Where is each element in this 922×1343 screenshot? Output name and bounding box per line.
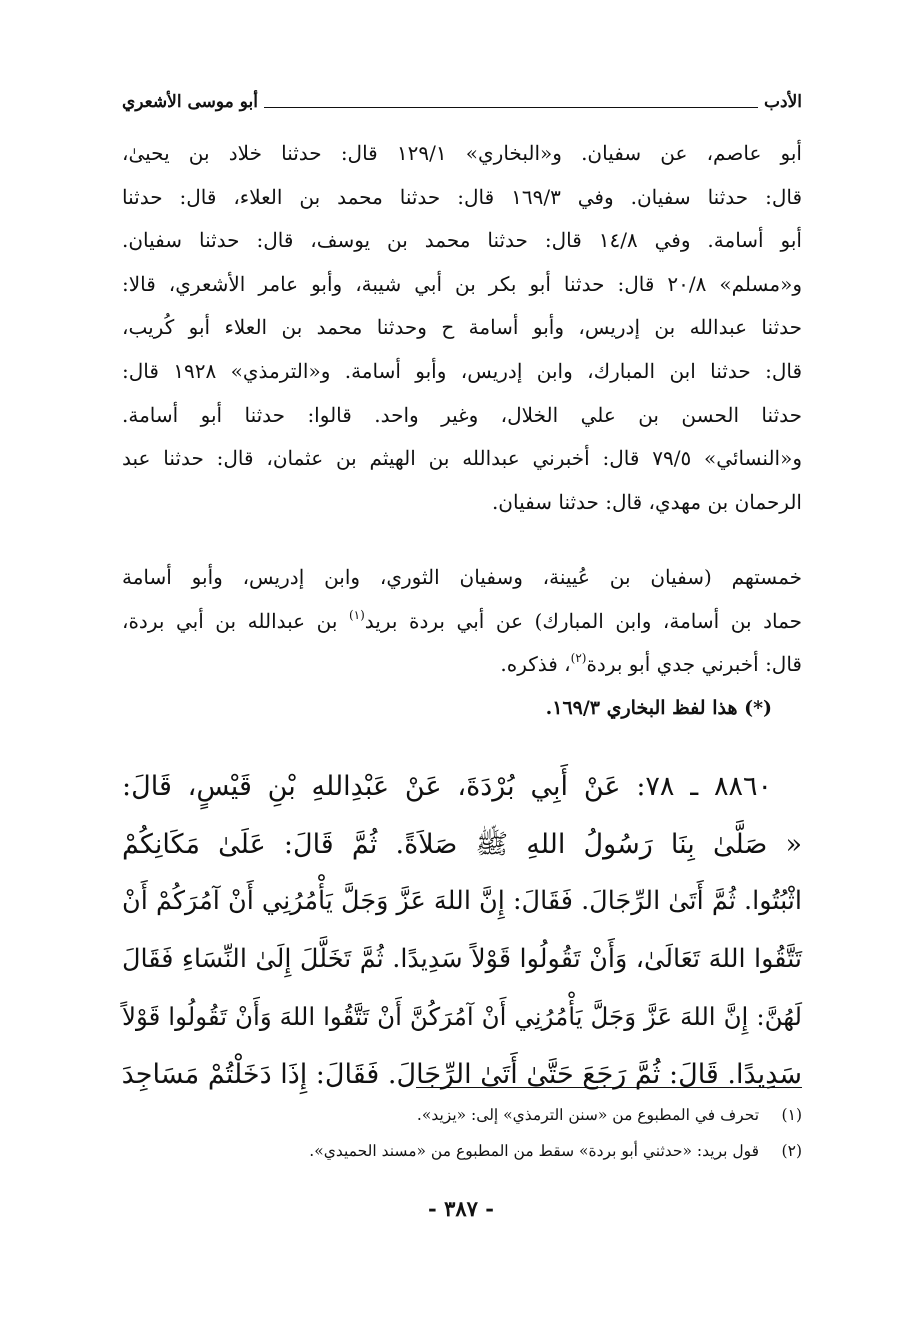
footnote-rule [416, 1087, 802, 1088]
text-line: أبو أسامة. وفي ١٤/٨ قال: حدثنا محمد بن يوسف، قال: حدثنا سفيان. [122, 228, 802, 253]
text-line: قال: حدثنا سفيان. وفي ١٦٩/٣ قال: حدثنا محمد بن العلاء، قال: حدثنا [122, 184, 802, 209]
text-segment: قال: أخبرني جدي أبو بردة [586, 652, 802, 676]
isnad-paragraph [122, 132, 802, 524]
text-line: أبو عاصم، عن سفيان. و«البخاري» ١٢٩/١ قال: حدثنا خلاد بن يحيىٰ، [122, 141, 802, 165]
footnote-number: (١) [781, 1106, 802, 1124]
hadith-line: لَهُنَّ: إِنَّ اللهَ عَزَّ وَجَلَّ يَأْمُرُنِي أَنْ آمُرَكُنَّ أَنْ تَتَّقُوا اللهَ وَأَنْ تَقُولُوا قَوْلاً [122, 1002, 802, 1031]
footnote [122, 1133, 802, 1169]
text-line [122, 643, 802, 687]
hadith-line: « صَلَّىٰ بِنَا رَسُولُ اللهِ ﷺ صَلاَةً. ثُمَّ قَالَ: عَلَىٰ مَكَانِكُمْ [122, 828, 802, 860]
text-segment: ، فذكره. [500, 652, 571, 676]
footnote-ref[interactable]: (٢) [570, 651, 587, 665]
text-line: حدثنا عبدالله بن إدريس، وأبو أسامة ح وحدثنا محمد بن العلاء أبو كُريب، [122, 315, 802, 340]
footnote-text: تحرف في المطبوع من «سنن الترمذي» إلى: «يزيد». [416, 1106, 760, 1124]
text-segment: حماد بن أسامة، وابن المبارك) عن أبي بردة بريد [364, 608, 802, 633]
text-line: خمستهم (سفيان بن عُيينة، وسفيان الثوري، وابن إدريس، وأبو أسامة [122, 565, 802, 589]
header-rule [264, 107, 758, 108]
running-header [122, 84, 802, 114]
footnote-text: قول بريد: «حدثني أبو بردة» سقط من المطبوع من «مسند الحميدي». [309, 1142, 760, 1160]
hadith-line: ٨٨٦٠ ـ ٧٨: عَنْ أَبِي بُرْدَةَ، عَنْ عَبْدِاللهِ بْنِ قَيْسٍ، قَالَ: [122, 771, 772, 802]
text-line: قال: حدثنا ابن المبارك، وابن إدريس، وأبو أسامة. و«الترمذي» ١٩٢٨ قال: [122, 358, 802, 383]
hadith-line: اثْبُتُوا. ثُمَّ أَتَىٰ الرِّجَالَ. فَقَالَ: إِنَّ اللهَ عَزَّ وَجَلَّ يَأْمُرُنِي أَنْ آمُرَكُمْ أَنْ [122, 886, 802, 916]
summary-paragraph [122, 556, 802, 730]
text-line: و«النسائي» ٧٩/٥ قال: أخبرني عبدالله بن الهيثم بن عثمان، قال: حدثنا عبد [122, 446, 802, 471]
text-segment: بن عبدالله بن أبي بردة، [122, 608, 349, 633]
hadith-line: سَدِيدًا. قَالَ: ثُمَّ رَجَعَ حَتَّىٰ أَتَىٰ الرِّجَالَ. فَقَالَ: إِذَا دَخَلْتُمْ مَسَاجِدَ [121, 1058, 802, 1090]
footnote [122, 1097, 802, 1133]
text-line [122, 600, 802, 644]
chapter-title: الأدب [764, 92, 802, 112]
hadith-line: تَتَّقُوا اللهَ تَعَالَىٰ، وَأَنْ تَقُولُوا قَوْلاً سَدِيدًا. ثُمَّ تَخَلَّلَ إِلَىٰ النِّسَاءِ فَقَالَ [122, 943, 802, 974]
editor-note: (*) هذا لفظ البخاري ١٦٩/٣. [545, 696, 772, 719]
text-line: الرحمان بن مهدي، قال: حدثنا سفيان. [491, 489, 802, 514]
hadith-text [122, 758, 802, 1103]
section-title: أبو موسى الأشعري [122, 92, 258, 112]
text-line: حدثنا الحسن بن علي الخلال، وغير واحد. قالوا: حدثنا أبو أسامة. [122, 402, 802, 427]
footnote-ref[interactable]: (١) [348, 607, 365, 622]
page-number: - ٣٨٧ - [428, 1196, 494, 1221]
footnote-number: (٢) [781, 1142, 802, 1160]
text-line: و«مسلم» ٢٠/٨ قال: حدثنا أبو بكر بن أبي شيبة، وأبو عامر الأشعري، قالا: [122, 271, 802, 296]
footnotes [122, 1097, 802, 1169]
